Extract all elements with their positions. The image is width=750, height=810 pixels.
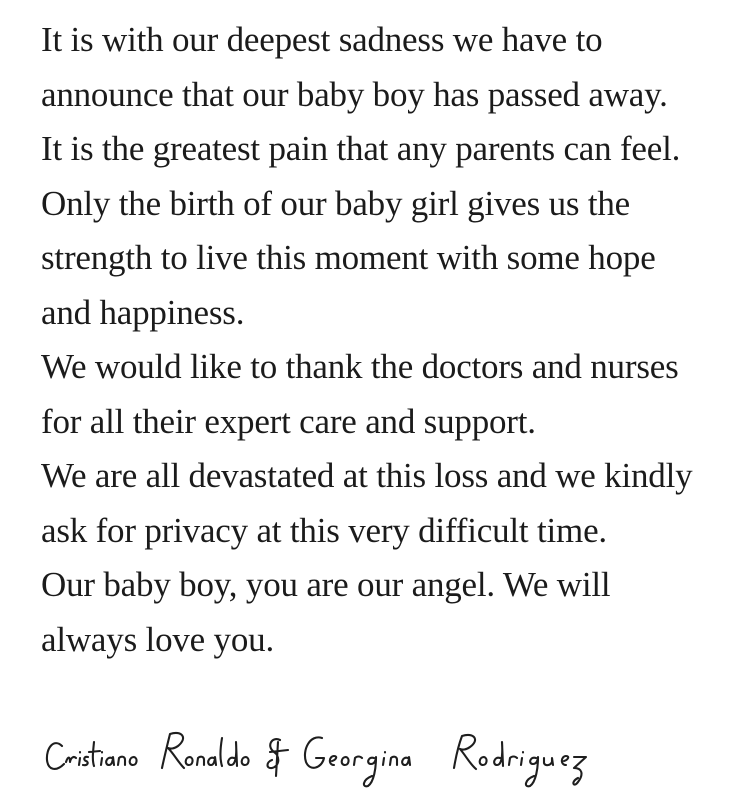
- statement-line-10: ask for privacy at this very difficult time.: [41, 510, 607, 550]
- statement-text: [41, 13, 746, 667]
- signature-stroke-georgina: [305, 737, 410, 786]
- signature-stroke-ronaldo: [162, 733, 249, 768]
- statement-line-4: Only the birth of our baby girl gives us the: [41, 183, 631, 223]
- statement-line-12: always love you.: [41, 619, 274, 659]
- statement-line-6: and happiness.: [41, 292, 245, 332]
- statement-line-7: We would like to thank the doctors and nurses: [41, 347, 679, 386]
- statement-line-3: It is the greatest pain that any parents can feel.: [41, 129, 681, 168]
- handwritten-signature: [44, 712, 604, 802]
- signature-stroke-rodriguez: [454, 735, 586, 786]
- statement-line-8: for all their expert care and support.: [41, 401, 536, 441]
- statement-line-9: We are all devastated at this loss and we kindly: [41, 456, 693, 495]
- statement-line-11: Our baby boy, you are our angel. We will: [41, 565, 611, 604]
- signature-stroke-ampersand: [268, 739, 289, 776]
- statement-line-2: announce that our baby boy has passed away.: [41, 74, 668, 114]
- statement-line-1: It is with our deepest sadness we have to: [41, 20, 603, 59]
- statement-line-5: strength to live this moment with some hope: [41, 238, 656, 277]
- signature-stroke-cristiano: [47, 742, 137, 769]
- signature-drawing: [44, 712, 604, 802]
